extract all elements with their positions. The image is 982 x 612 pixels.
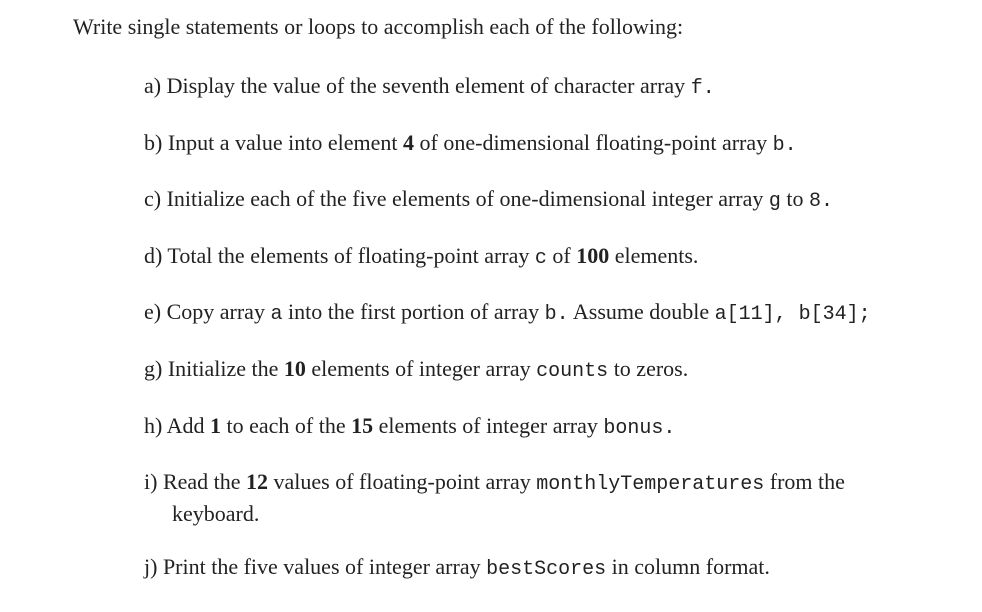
- item-i-continuation: keyboard.: [172, 501, 260, 526]
- item-c-text: c) Initialize each of the five elements of one-dimensional integer array: [144, 186, 769, 211]
- item-e-text-3: Assume double: [568, 299, 715, 324]
- item-j: [144, 552, 770, 584]
- item-b-number: 4: [403, 130, 415, 155]
- item-e-text-2: into the first portion of array: [282, 299, 545, 324]
- item-e-code-3: a[11], b[34];: [714, 303, 871, 326]
- item-c: [144, 184, 833, 216]
- item-e-code: a: [270, 303, 283, 326]
- item-g-text: g) Initialize the: [144, 356, 284, 381]
- item-e-code-2: b.: [544, 303, 569, 326]
- item-h-text-3: elements of integer array: [373, 413, 604, 438]
- item-i-number: 12: [246, 469, 269, 494]
- item-h-number-2: 15: [351, 413, 374, 438]
- item-b-code: b.: [772, 134, 797, 157]
- item-a-text: a) Display the value of the seventh element of character array: [144, 73, 691, 98]
- item-e: [144, 297, 871, 329]
- item-g-number: 10: [283, 356, 306, 381]
- item-j-text-2: in column format.: [606, 554, 770, 579]
- item-a-code: f.: [690, 77, 715, 100]
- item-g-text-2: elements of integer array: [305, 356, 537, 381]
- item-b: [144, 128, 797, 160]
- item-h-text: h) Add: [144, 413, 210, 438]
- item-c-code: g: [768, 190, 781, 213]
- item-d-text-2: of: [546, 243, 577, 268]
- item-b-text: b) Input a value into element: [144, 130, 404, 155]
- item-j-text: j) Print the five values of integer array: [144, 554, 487, 579]
- instructions-heading: Write single statements or loops to accomplish each of the following:: [73, 14, 684, 39]
- item-b-text-2: of one-dimensional floating-point array: [414, 130, 773, 155]
- item-i-text: i) Read the: [144, 469, 247, 494]
- item-e-text: e) Copy array: [144, 299, 271, 324]
- item-i-text-3: from the: [764, 469, 845, 494]
- item-i-code: monthlyTemperatures: [536, 473, 765, 496]
- item-h-code: bonus.: [603, 417, 676, 440]
- item-d: [144, 241, 698, 273]
- item-i: [144, 467, 845, 528]
- item-j-code: bestScores: [486, 558, 607, 581]
- item-h-text-2: to each of the: [221, 413, 352, 438]
- item-d-number: 100: [576, 243, 610, 268]
- item-i-text-2: values of floating-point array: [268, 469, 537, 494]
- item-d-code: c: [534, 247, 547, 270]
- item-a: [144, 71, 715, 103]
- item-d-text-3: elements.: [609, 243, 699, 268]
- item-g: [144, 354, 688, 386]
- item-h: [144, 411, 675, 443]
- item-c-text-2: to: [780, 186, 810, 211]
- item-g-text-3: to zeros.: [608, 356, 689, 381]
- item-d-text: d) Total the elements of floating-point array: [144, 243, 535, 268]
- item-g-code: counts: [536, 360, 609, 383]
- item-c-code-2: 8.: [809, 190, 834, 213]
- item-h-number: 1: [210, 413, 221, 438]
